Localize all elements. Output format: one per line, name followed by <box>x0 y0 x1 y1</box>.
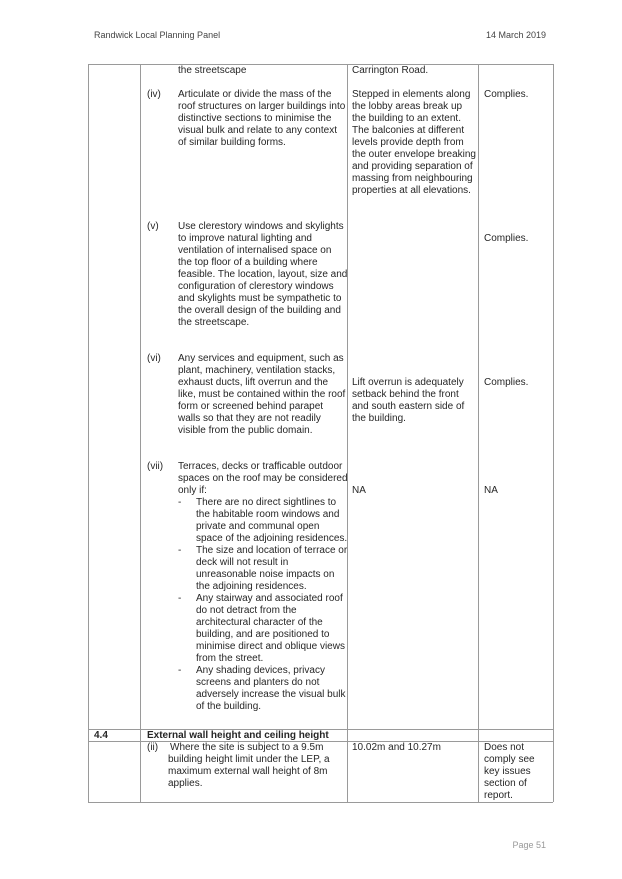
row-vi-num: (vi) <box>147 353 161 364</box>
list-item <box>178 545 348 593</box>
list-item-text: Any shading devices, privacy screens and planters do not adversely increase the visual bulk of the building. <box>196 665 346 712</box>
row-ii-compliance: Does not comply see key issues section of report. <box>484 742 535 801</box>
table-border-right <box>553 64 554 802</box>
row-v-compliance: Complies. <box>484 233 529 244</box>
row-ii-desc: Where the site is subject to a 9.5m building height limit under the LEP, a maximum external wall height of 8m applies. <box>168 742 330 789</box>
row-ii-num: (ii) <box>147 742 159 753</box>
row-v-desc: Use clerestory windows and skylights to improve natural lighting and ventilation of internalised space on the top floor of a building where feasible. The location, layout, size and configuration of clerestory windows and skylights must be sympathetic to the overall design of the building and the streetscape. <box>178 221 348 328</box>
row-vi-note: Lift overrun is adequately setback behind the front and south eastern side of the building. <box>352 377 465 424</box>
table-col-divider-1 <box>140 64 141 802</box>
compliance-table <box>88 64 553 802</box>
row-vii-compliance: NA <box>484 485 498 496</box>
row-iv-compliance: Complies. <box>484 89 529 100</box>
row-vii-num: (vii) <box>147 461 164 472</box>
row-iv-num: (iv) <box>147 89 161 100</box>
header-left: Randwick Local Planning Panel <box>94 30 221 40</box>
row-vi-compliance: Complies. <box>484 377 529 388</box>
list-item-text: Any stairway and associated roof do not detract from the architectural character of the building, and are positioned to minimise direct and oblique views from the street. <box>196 593 345 664</box>
list-item <box>178 497 348 545</box>
table-col-divider-3 <box>478 64 479 802</box>
list-item-text: The size and location of terrace or deck will not result in unreasonable noise impacts on the adjoining residences. <box>196 545 348 592</box>
row-vii-note: NA <box>352 485 366 496</box>
row-vii-intro: Terraces, decks or trafficable outdoor spaces on the roof may be considered only if: <box>178 461 348 496</box>
row-vii-desc <box>178 461 348 713</box>
list-item <box>178 665 348 713</box>
dash-bullet: - <box>178 593 182 604</box>
header-date: 14 March 2019 <box>485 30 546 40</box>
list-item-text: There are no direct sightlines to the habitable room windows and private and communal open space of the adjoining residences. <box>196 497 348 544</box>
row-top-desc: the streetscape <box>178 65 247 76</box>
section-4-4-title: External wall height and ceiling height <box>147 730 329 741</box>
row-top-note: Carrington Road. <box>352 65 429 76</box>
row-iv-note: Stepped in elements along the lobby areas break up the building to an extent. The balconies at different levels provide depth from the outer envelope breaking and providing separation of massing from neighbouring properties at all elevations. <box>352 89 476 196</box>
table-border-bottom <box>88 802 553 803</box>
dash-bullet: - <box>178 665 182 676</box>
table-border-left <box>88 64 89 802</box>
row-vi-desc: Any services and equipment, such as plant, machinery, ventilation stacks, exhaust ducts, lift overrun and the like, must be contained within the roof form or screened behind parapet walls so that they are not readily visible from the public domain. <box>178 353 346 436</box>
section-4-4-num: 4.4 <box>94 730 108 741</box>
page-number: Page 51 <box>512 840 546 850</box>
row-v-num: (v) <box>147 221 159 232</box>
dash-bullet: - <box>178 545 182 556</box>
row-ii-note: 10.02m and 10.27m <box>352 742 441 753</box>
row-iv-desc: Articulate or divide the mass of the roof structures on larger buildings into distinctive sections to minimise the visual bulk and relate to any context of similar building forms. <box>178 89 346 148</box>
dash-bullet: - <box>178 497 182 508</box>
list-item <box>178 593 348 665</box>
